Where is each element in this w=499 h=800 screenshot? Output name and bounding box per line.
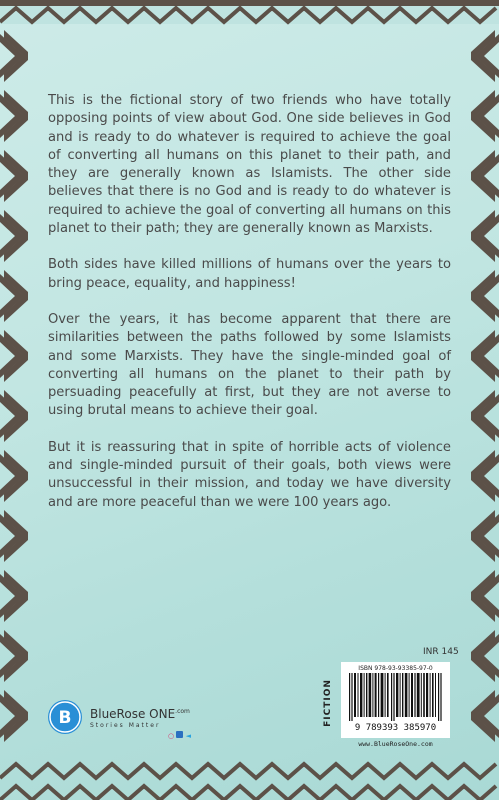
price-label: INR 145 [423,647,459,657]
publisher-tagline: Stories Matter [90,722,161,729]
genre-label-wrapper [318,676,336,736]
blurb-paragraph-2: Both sides have killed millions of humans over the years to bring peace, equality, and happiness! [48,257,451,291]
blurb-paragraph-3: Over the years, it has become apparent that there are similarities between the paths followed by some Islamists and some Marxists. They have the single-minded goal of converting all humans on the planet to their path by persuading peacefully at first, but they are not averse to using brutal means to achieve their goal. [48,311,451,419]
isbn-text: ISBN 978-93-93385-97-0 [358,665,433,672]
barcode-box [341,662,450,738]
barcode-bars [349,673,442,721]
blurb-paragraph-1: This is the fictional story of two friends who have totally opposing points of view about God. One side believes in God and is ready to do whatever is required to achieve the goal of converting all humans on this planet to their path, and they are generally known as Islamists. The other side believes that there is no God and is ready to do whatever is required to achieve the goal of converting all humans on this planet to their path; they are generally known as Marxists. [48,93,451,237]
website-url: www.BlueRoseOne.com [358,740,433,748]
logo-letter: B [58,708,72,728]
blurb-paragraph-4: But it is reassuring that in spite of horrible acts of violence and single-minded pursuit of their goals, both views were unsuccessful in their mission, and today we have diversity and are more peaceful than we were 100 years ago. [48,439,451,510]
publisher-name-text: BlueRose ONE [90,707,176,721]
social-icons [168,731,191,740]
publisher-logo-icon [48,700,82,734]
twitter-icon: ◄ [185,732,191,740]
genre-label: FICTION [323,679,333,727]
instagram-icon: ○ [168,732,175,740]
facebook-icon [176,731,183,738]
blurb-text [48,92,451,530]
publisher-name [90,707,190,721]
barcode-number: 9 789393 385970 [354,723,437,733]
publisher-suffix: .com [175,708,190,715]
